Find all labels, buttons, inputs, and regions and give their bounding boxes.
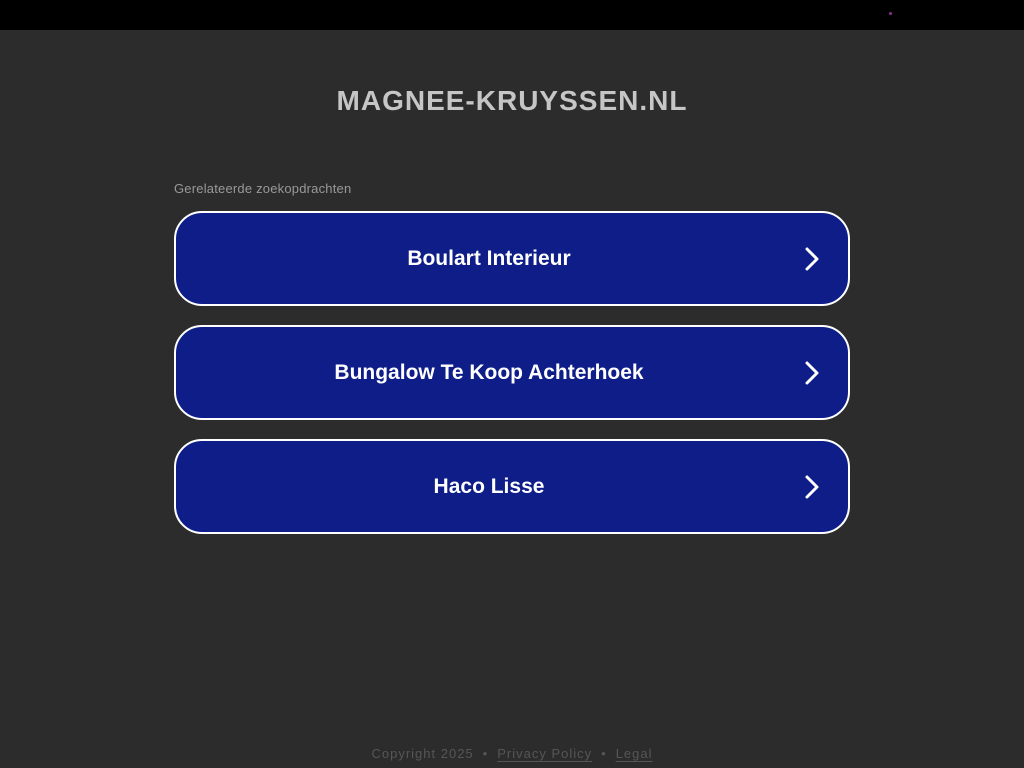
chevron-right-icon bbox=[804, 246, 820, 272]
chevron-right-icon bbox=[804, 474, 820, 500]
related-search-button-bungalow-te-koop-achterhoek[interactable] bbox=[174, 325, 850, 420]
privacy-policy-link[interactable]: Privacy Policy bbox=[497, 746, 593, 761]
legal-link[interactable]: Legal bbox=[615, 746, 653, 761]
related-search-button-haco-lisse[interactable] bbox=[174, 439, 850, 534]
separator-dot: • bbox=[482, 746, 489, 761]
related-search-button-label: Haco Lisse bbox=[433, 475, 545, 498]
footer bbox=[0, 746, 1024, 761]
stray-pixel-dot bbox=[889, 12, 892, 15]
related-searches-section bbox=[174, 181, 850, 553]
related-search-button-label: Bungalow Te Koop Achterhoek bbox=[334, 361, 644, 384]
related-search-button-boulart-interieur[interactable] bbox=[174, 211, 850, 306]
separator-dot: • bbox=[601, 746, 607, 761]
related-searches-label: Gerelateerde zoekopdrachten bbox=[174, 181, 352, 196]
related-search-button-label: Boulart Interieur bbox=[407, 247, 571, 270]
page-title: MAGNEE-KRUYSSEN.NL bbox=[336, 85, 688, 116]
top-bar bbox=[0, 0, 1024, 30]
chevron-right-icon bbox=[804, 360, 820, 386]
copyright-text: Copyright 2025 bbox=[371, 746, 474, 761]
